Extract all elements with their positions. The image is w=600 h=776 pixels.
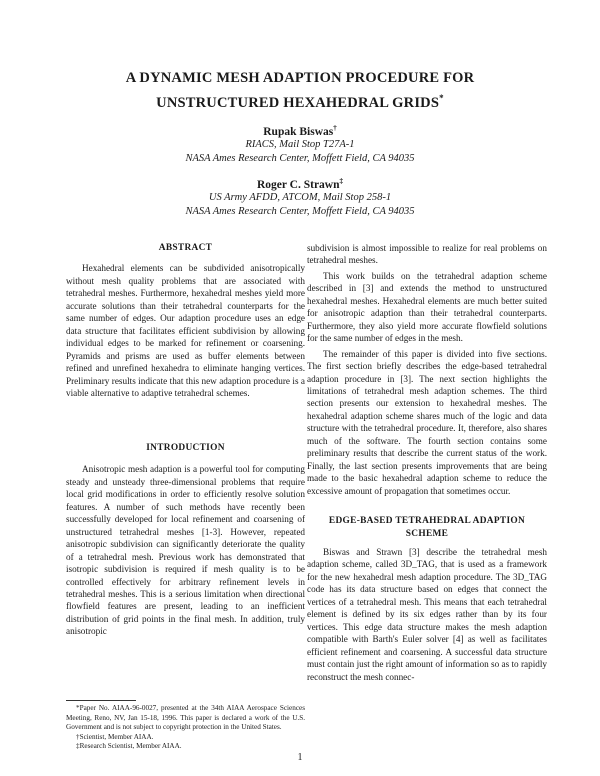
page-number: 1 (297, 752, 303, 763)
author-affiliation: NASA Ames Research Center, Moffett Field, CA 94035 (185, 206, 415, 217)
author-affiliation: NASA Ames Research Center, Moffett Field, CA 94035 (185, 153, 415, 164)
section-heading: EDGE-BASED TETRAHEDRAL ADAPTION SCHEME (328, 516, 526, 539)
author-affiliation: US Army AFDD, ATCOM, Mail Stop 258-1 (208, 192, 392, 203)
paragraph: subdivision is almost impossible to realize for real problems on tetrahedral meshes. (307, 243, 547, 266)
footnote-rule (66, 700, 136, 701)
paragraph: Biswas and Strawn [3] describe the tetrahedral mesh adaption scheme, called 3D_TAG, that is used as a framework for the new hexahedral mesh adaption procedure. The 3D_TAG code has its data structure based on edges that connect the vertices of a tetrahedral mesh. This means that each tetrahedral element is defined by its six edges rather than by its four vertices. This edge data structure makes the mesh adaption compatible with Barth's Euler solver [4] as well as facilitates efficient refinement and coarsening. A successful data structure must contain just the right amount of information so as to rapidly reconstruct the mesh connec- (307, 546, 547, 682)
abstract-text: Hexahedral elements can be subdivided anisotropically without mesh quality problems that are associated with tetrahedral meshes. Furthermore, hexahedral meshes yield more accurate solutions than their tetrahedral counterparts for the same number of edges. Our adaption procedure uses an edge data structure that facilitates efficient subdivision by allowing individual edges to be marked for refinement or coarsening. Pyramids and prisms are used as buffer elements between refined and unrefined hexahedra to eliminate hanging vertices. Preliminary results indicate that this new adaption procedure is a viable alternative to adaptive tetrahedral schemes. (66, 263, 305, 398)
abstract-section (66, 242, 305, 399)
introduction-section (66, 442, 305, 638)
paragraph: The remainder of this paper is divided into five sections. The first section briefly describes the edge-based tetrahedral adaption procedure in [3]. The next section highlights the limitations of tetrahedral mesh adaption schemes. The third section presents our extension to hexahedral meshes. The hexahedral adaption scheme shares much of the logic and data structure with the tetrahedral procedure. It, therefore, also shares much of the software. The fourth section contains some preliminary results that describe the current status of the work. Finally, the last section presents improvements that are being made to the basic hexahedral adaption scheme to reduce the excessive amount of propagation that sometimes occur. (307, 348, 547, 496)
introduction-text: Anisotropic mesh adaption is a powerful tool for computing steady and unsteady three-dimensional problems that require local grid modifications in order to efficiently resolve solution features. A number of such methods have recently been successfully developed for local refinement and coarsening of unstructured tetrahedral meshes [1-3]. However, repeated anisotropic subdivision can significantly deteriorate the quality of a tetrahedral mesh. Previous work has demonstrated that isotropic subdivision is required if mesh quality is to be controlled effectively for arbitrary refinement levels in tetrahedral meshes. This is a serious limitation when directional flowfield features are present, leading to an inefficient distribution of grid points in the final mesh. In addition, truly anisotropic (66, 464, 305, 637)
footnote: *Paper No. AIAA-96-0027, presented at the 34th AIAA Aerospace Sciences Meeting, Reno, NV, Jan 15-18, 1996. This paper is declared a work of the U.S. Government and is not subject to copyright protection in the United States. (66, 704, 305, 731)
author-affiliation: RIACS, Mail Stop T27A-1 (245, 139, 355, 150)
footnote: †Scientist, Member AIAA. (76, 732, 154, 741)
abstract-heading: ABSTRACT (158, 243, 213, 253)
paragraph: This work builds on the tetrahedral adaption scheme described in [3] and extends the method to unstructured hexahedral meshes. Hexahedral elements are much better suited for anisotropic adaption than their tetrahedral counterparts. Furthermore, they also yield more accurate flowfield solutions for the same number of edges in the mesh. (307, 270, 547, 344)
footnotes (66, 704, 305, 752)
introduction-heading: INTRODUCTION (146, 443, 225, 453)
author-name: Rupak Biswas† (263, 124, 337, 138)
title-footnote-mark: * (439, 93, 444, 103)
paper-title-line1: A DYNAMIC MESH ADAPTION PROCEDURE FOR (125, 70, 475, 86)
paper-title-line2: UNSTRUCTURED HEXAHEDRAL GRIDS* (156, 93, 444, 111)
author-name: Roger C. Strawn‡ (256, 177, 344, 191)
footnote: ‡Research Scientist, Member AIAA. (76, 742, 182, 750)
right-column (307, 242, 547, 683)
